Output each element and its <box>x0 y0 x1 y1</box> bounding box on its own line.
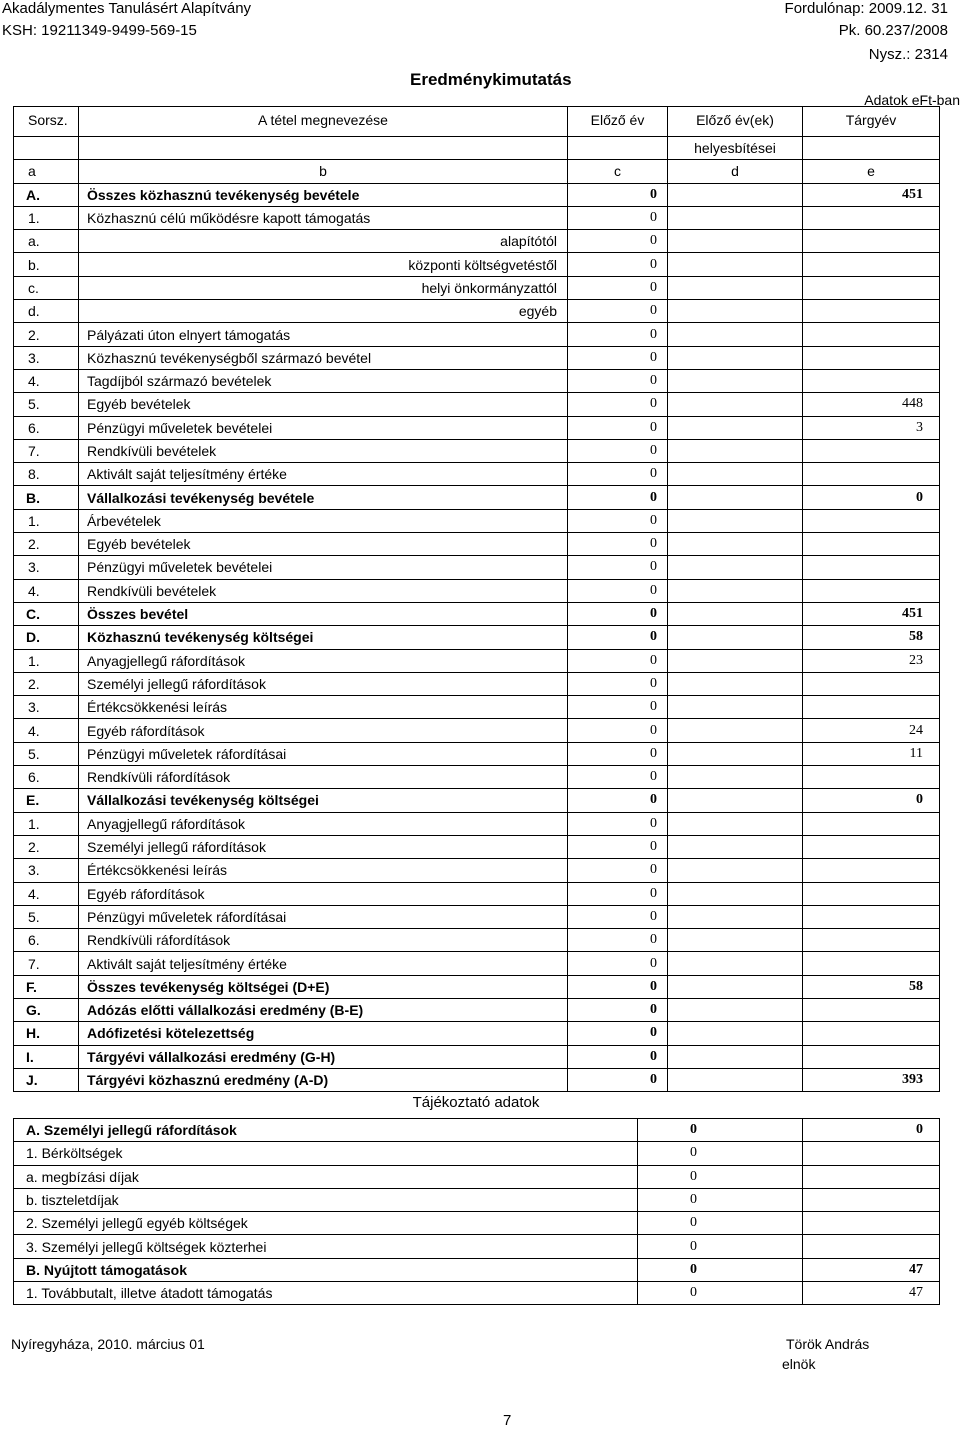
row-prev-value: 0 <box>568 952 668 975</box>
row-prev-value: 0 <box>568 602 668 625</box>
row-prev-adjustment <box>668 859 803 882</box>
row-number: F. <box>14 975 79 998</box>
col-letter-b: b <box>79 160 568 183</box>
row-current-value <box>803 952 940 975</box>
table-row <box>14 626 940 649</box>
row-prev-value: 0 <box>568 929 668 952</box>
row-prev-value: 0 <box>568 626 668 649</box>
row-prev-value: 0 <box>568 579 668 602</box>
col-letter-d: d <box>668 160 803 183</box>
row-current-value <box>803 672 940 695</box>
row-current-value <box>803 882 940 905</box>
row-prev-adjustment <box>668 393 803 416</box>
row-current-value <box>803 533 940 556</box>
info-row <box>14 1142 940 1165</box>
table-row <box>14 183 940 206</box>
table-row <box>14 859 940 882</box>
row-number: 4. <box>14 579 79 602</box>
row-number: a. <box>14 230 79 253</box>
header-row-2-b <box>79 137 568 160</box>
row-label: Vállalkozási tevékenység költségei <box>79 789 568 812</box>
table-row <box>14 579 940 602</box>
row-prev-value: 0 <box>568 463 668 486</box>
info-row-current-value: 0 <box>803 1119 940 1142</box>
row-number: 4. <box>14 369 79 392</box>
table-row <box>14 719 940 742</box>
row-number: H. <box>14 1022 79 1045</box>
row-label: Rendkívüli ráfordítások <box>79 766 568 789</box>
row-label: Közhasznú tevékenység költségei <box>79 626 568 649</box>
signer-role: elnök <box>782 1356 816 1372</box>
info-row-prev-value: 0 <box>638 1188 803 1211</box>
row-number: 8. <box>14 463 79 486</box>
row-current-value <box>803 556 940 579</box>
row-prev-adjustment <box>668 742 803 765</box>
row-prev-value: 0 <box>568 230 668 253</box>
reporting-date: Fordulónap: 2009.12. 31 <box>784 0 948 17</box>
row-prev-value: 0 <box>568 1022 668 1045</box>
unit-note: Adatok eFt-ban <box>864 92 960 108</box>
info-row-prev-value: 0 <box>638 1235 803 1258</box>
row-current-value <box>803 905 940 928</box>
row-label: Pénzügyi műveletek bevételei <box>79 556 568 579</box>
col-letter-c: c <box>568 160 668 183</box>
row-prev-adjustment <box>668 369 803 392</box>
table-row <box>14 998 940 1021</box>
row-number: 5. <box>14 393 79 416</box>
row-number: 5. <box>14 742 79 765</box>
row-number: I. <box>14 1045 79 1068</box>
table-row <box>14 766 940 789</box>
info-row-label: B. Nyújtott támogatások <box>14 1258 638 1281</box>
info-row-current-value <box>803 1188 940 1211</box>
table-row <box>14 393 940 416</box>
info-row <box>14 1188 940 1211</box>
row-label: központi költségvetéstől <box>79 253 568 276</box>
row-number: 5. <box>14 905 79 928</box>
row-current-value <box>803 859 940 882</box>
row-label: Vállalkozási tevékenység bevétele <box>79 486 568 509</box>
info-row <box>14 1165 940 1188</box>
row-current-value <box>803 300 940 323</box>
table-row <box>14 509 940 532</box>
row-prev-adjustment <box>668 276 803 299</box>
row-prev-value: 0 <box>568 369 668 392</box>
row-current-value <box>803 323 940 346</box>
row-prev-adjustment <box>668 346 803 369</box>
table-row <box>14 882 940 905</box>
row-number: A. <box>14 183 79 206</box>
table-row <box>14 323 940 346</box>
table-row <box>14 1068 940 1091</box>
row-number: 7. <box>14 439 79 462</box>
table-row <box>14 975 940 998</box>
table-row <box>14 369 940 392</box>
col-current-header: Tárgyév <box>803 107 940 137</box>
row-prev-adjustment <box>668 323 803 346</box>
row-label: Anyagjellegű ráfordítások <box>79 649 568 672</box>
row-prev-adjustment <box>668 509 803 532</box>
row-current-value: 58 <box>803 626 940 649</box>
table-row <box>14 253 940 276</box>
row-prev-adjustment <box>668 952 803 975</box>
place-and-date: Nyíregyháza, 2010. március 01 <box>11 1336 205 1352</box>
row-prev-adjustment <box>668 766 803 789</box>
row-prev-adjustment <box>668 1022 803 1045</box>
row-current-value <box>803 835 940 858</box>
row-label: helyi önkormányzattól <box>79 276 568 299</box>
row-prev-value: 0 <box>568 696 668 719</box>
row-label: Tárgyévi közhasznú eredmény (A-D) <box>79 1068 568 1091</box>
row-number: 2. <box>14 835 79 858</box>
row-label: Rendkívüli ráfordítások <box>79 929 568 952</box>
row-current-value <box>803 929 940 952</box>
row-prev-adjustment <box>668 1045 803 1068</box>
col-prev-adj-line1: Előző év(ek) <box>696 112 774 128</box>
row-prev-adjustment <box>668 183 803 206</box>
row-prev-value: 0 <box>568 393 668 416</box>
row-prev-adjustment <box>668 696 803 719</box>
row-number: D. <box>14 626 79 649</box>
table-row <box>14 439 940 462</box>
info-row-current-value <box>803 1212 940 1235</box>
header-row <box>14 107 940 137</box>
row-label: Egyéb ráfordítások <box>79 719 568 742</box>
info-row-label: A. Személyi jellegű ráfordítások <box>14 1119 638 1142</box>
row-number: 6. <box>14 929 79 952</box>
info-row-prev-value: 0 <box>638 1142 803 1165</box>
row-label: Közhasznú tevékenységből származó bevétel <box>79 346 568 369</box>
row-prev-adjustment <box>668 672 803 695</box>
info-row-current-value <box>803 1165 940 1188</box>
header-row-2-c <box>568 137 668 160</box>
row-prev-adjustment <box>668 416 803 439</box>
row-number: 6. <box>14 416 79 439</box>
info-table <box>13 1118 940 1305</box>
row-number: 1. <box>14 812 79 835</box>
info-row-current-value: 47 <box>803 1258 940 1281</box>
row-label: Pénzügyi műveletek bevételei <box>79 416 568 439</box>
row-label: Aktivált saját teljesítmény értéke <box>79 952 568 975</box>
row-prev-value: 0 <box>568 533 668 556</box>
table-row <box>14 649 940 672</box>
row-prev-adjustment <box>668 230 803 253</box>
row-prev-adjustment <box>668 789 803 812</box>
row-prev-adjustment <box>668 835 803 858</box>
table-row <box>14 556 940 579</box>
row-prev-adjustment <box>668 533 803 556</box>
row-prev-value: 0 <box>568 439 668 462</box>
table-row <box>14 416 940 439</box>
row-prev-value: 0 <box>568 859 668 882</box>
row-prev-adjustment <box>668 1068 803 1091</box>
row-current-value <box>803 346 940 369</box>
row-current-value: 58 <box>803 975 940 998</box>
col-prev-header: Előző év <box>568 107 668 137</box>
row-prev-adjustment <box>668 206 803 229</box>
row-current-value: 23 <box>803 649 940 672</box>
row-label: Adózás előtti vállalkozási eredmény (B-E) <box>79 998 568 1021</box>
row-label: Anyagjellegű ráfordítások <box>79 812 568 835</box>
info-row <box>14 1212 940 1235</box>
table-row <box>14 905 940 928</box>
signer-name: Török András <box>786 1336 870 1352</box>
row-prev-value: 0 <box>568 206 668 229</box>
row-current-value <box>803 998 940 1021</box>
row-number: 4. <box>14 719 79 742</box>
row-current-value <box>803 1022 940 1045</box>
table-row <box>14 602 940 625</box>
row-number: 2. <box>14 323 79 346</box>
row-prev-value: 0 <box>568 789 668 812</box>
row-number: G. <box>14 998 79 1021</box>
row-number: 3. <box>14 696 79 719</box>
row-prev-value: 0 <box>568 556 668 579</box>
row-prev-value: 0 <box>568 649 668 672</box>
row-label: alapítótól <box>79 230 568 253</box>
row-number: 1. <box>14 649 79 672</box>
row-number: C. <box>14 602 79 625</box>
table-row <box>14 533 940 556</box>
row-prev-adjustment <box>668 556 803 579</box>
row-current-value <box>803 579 940 602</box>
income-statement-table <box>13 106 940 1092</box>
table-row <box>14 672 940 695</box>
table-row <box>14 1022 940 1045</box>
column-letters-row <box>14 160 940 183</box>
info-row-current-value <box>803 1235 940 1258</box>
row-current-value <box>803 696 940 719</box>
row-prev-value: 0 <box>568 346 668 369</box>
info-row-prev-value: 0 <box>638 1165 803 1188</box>
row-prev-value: 0 <box>568 1068 668 1091</box>
row-number: 1. <box>14 509 79 532</box>
info-row-current-value <box>803 1142 940 1165</box>
table-row <box>14 300 940 323</box>
row-prev-adjustment <box>668 882 803 905</box>
row-prev-value: 0 <box>568 486 668 509</box>
row-current-value: 3 <box>803 416 940 439</box>
row-current-value <box>803 766 940 789</box>
row-current-value: 0 <box>803 789 940 812</box>
table-row <box>14 929 940 952</box>
row-number: d. <box>14 300 79 323</box>
col-letter-e: e <box>803 160 940 183</box>
row-label: Tagdíjból származó bevételek <box>79 369 568 392</box>
row-number: 1. <box>14 206 79 229</box>
col-prev-adj-line2: helyesbítései <box>668 137 803 160</box>
row-label: Egyéb bevételek <box>79 533 568 556</box>
row-number: B. <box>14 486 79 509</box>
table-row <box>14 276 940 299</box>
header-row-2 <box>14 137 940 160</box>
row-label: Rendkívüli bevételek <box>79 579 568 602</box>
row-prev-adjustment <box>668 253 803 276</box>
table-row <box>14 1045 940 1068</box>
table-row <box>14 486 940 509</box>
table-row <box>14 812 940 835</box>
row-prev-adjustment <box>668 486 803 509</box>
row-number: 2. <box>14 672 79 695</box>
row-current-value: 24 <box>803 719 940 742</box>
row-label: Pénzügyi műveletek ráfordításai <box>79 905 568 928</box>
info-row-label: 1. Bérköltségek <box>14 1142 638 1165</box>
row-prev-adjustment <box>668 439 803 462</box>
row-number: 2. <box>14 533 79 556</box>
row-prev-value: 0 <box>568 183 668 206</box>
row-current-value: 0 <box>803 486 940 509</box>
row-label: Összes közhasznú tevékenység bevétele <box>79 183 568 206</box>
row-prev-adjustment <box>668 463 803 486</box>
row-label: Összes bevétel <box>79 602 568 625</box>
col-letter-a: a <box>14 160 79 183</box>
info-row <box>14 1119 940 1142</box>
row-prev-value: 0 <box>568 835 668 858</box>
header-row-2-e <box>803 137 940 160</box>
row-current-value: 451 <box>803 602 940 625</box>
row-number: 3. <box>14 859 79 882</box>
row-prev-adjustment <box>668 300 803 323</box>
row-prev-value: 0 <box>568 509 668 532</box>
row-current-value <box>803 1045 940 1068</box>
info-row-prev-value: 0 <box>638 1258 803 1281</box>
row-label: Értékcsökkenési leírás <box>79 696 568 719</box>
row-label: Személyi jellegű ráfordítások <box>79 672 568 695</box>
row-number: J. <box>14 1068 79 1091</box>
table-row <box>14 696 940 719</box>
row-prev-value: 0 <box>568 323 668 346</box>
row-label: Adófizetési kötelezettség <box>79 1022 568 1045</box>
info-row <box>14 1282 940 1305</box>
row-current-value: 448 <box>803 393 940 416</box>
row-prev-value: 0 <box>568 1045 668 1068</box>
page-number: 7 <box>503 1412 512 1429</box>
info-row-label: a. megbízási díjak <box>14 1165 638 1188</box>
row-current-value <box>803 253 940 276</box>
row-label: Közhasznú célú működésre kapott támogatás <box>79 206 568 229</box>
row-prev-adjustment <box>668 602 803 625</box>
header-row-2-a <box>14 137 79 160</box>
row-prev-adjustment <box>668 579 803 602</box>
row-label: Pénzügyi műveletek ráfordításai <box>79 742 568 765</box>
row-current-value: 393 <box>803 1068 940 1091</box>
row-prev-adjustment <box>668 998 803 1021</box>
col-prev-adj-header <box>668 107 803 137</box>
row-number: 7. <box>14 952 79 975</box>
table-row <box>14 742 940 765</box>
info-row-prev-value: 0 <box>638 1119 803 1142</box>
row-label: Egyéb bevételek <box>79 393 568 416</box>
row-number: 3. <box>14 346 79 369</box>
org-name: Akadálymentes Tanulásért Alapítvány <box>2 0 252 17</box>
row-prev-value: 0 <box>568 812 668 835</box>
row-prev-value: 0 <box>568 766 668 789</box>
row-label: Egyéb ráfordítások <box>79 882 568 905</box>
row-label: Összes tevékenység költségei (D+E) <box>79 975 568 998</box>
info-row-label: 2. Személyi jellegű egyéb költségek <box>14 1212 638 1235</box>
row-prev-adjustment <box>668 929 803 952</box>
row-prev-value: 0 <box>568 882 668 905</box>
col-sorsz-header: Sorsz. <box>14 107 79 137</box>
row-current-value <box>803 509 940 532</box>
table-row <box>14 346 940 369</box>
row-current-value <box>803 230 940 253</box>
row-label: Értékcsökkenési leírás <box>79 859 568 882</box>
info-row <box>14 1235 940 1258</box>
row-current-value <box>803 439 940 462</box>
row-label: Aktivált saját teljesítmény értéke <box>79 463 568 486</box>
row-prev-value: 0 <box>568 742 668 765</box>
row-prev-value: 0 <box>568 672 668 695</box>
registry-number: Nysz.: 2314 <box>868 46 948 63</box>
row-current-value <box>803 276 940 299</box>
info-row-current-value: 47 <box>803 1282 940 1305</box>
table-row <box>14 230 940 253</box>
info-row-label: 1. Továbbutalt, illetve átadott támogatás <box>14 1282 638 1305</box>
document-title: Eredménykimutatás <box>410 70 572 89</box>
info-row <box>14 1258 940 1281</box>
row-current-value: 451 <box>803 183 940 206</box>
table-row <box>14 952 940 975</box>
row-label: egyéb <box>79 300 568 323</box>
row-number: 3. <box>14 556 79 579</box>
row-label: Árbevételek <box>79 509 568 532</box>
info-row-label: 3. Személyi jellegű költségek közterhei <box>14 1235 638 1258</box>
row-prev-value: 0 <box>568 905 668 928</box>
row-prev-value: 0 <box>568 719 668 742</box>
row-prev-value: 0 <box>568 253 668 276</box>
row-prev-adjustment <box>668 812 803 835</box>
row-current-value: 11 <box>803 742 940 765</box>
table-row <box>14 789 940 812</box>
row-prev-adjustment <box>668 975 803 998</box>
row-prev-value: 0 <box>568 276 668 299</box>
row-current-value <box>803 369 940 392</box>
row-current-value <box>803 812 940 835</box>
row-prev-value: 0 <box>568 975 668 998</box>
row-current-value <box>803 463 940 486</box>
row-prev-value: 0 <box>568 416 668 439</box>
row-number: E. <box>14 789 79 812</box>
row-prev-value: 0 <box>568 998 668 1021</box>
court-registration: Pk. 60.237/2008 <box>838 22 948 39</box>
row-number: c. <box>14 276 79 299</box>
row-prev-value: 0 <box>568 300 668 323</box>
table-row <box>14 463 940 486</box>
row-prev-adjustment <box>668 626 803 649</box>
row-prev-adjustment <box>668 649 803 672</box>
info-row-prev-value: 0 <box>638 1282 803 1305</box>
ksh-number: KSH: 19211349-9499-569-15 <box>2 22 197 39</box>
row-prev-adjustment <box>668 719 803 742</box>
row-number: 4. <box>14 882 79 905</box>
row-prev-adjustment <box>668 905 803 928</box>
row-label: Tárgyévi vállalkozási eredmény (G-H) <box>79 1045 568 1068</box>
info-row-prev-value: 0 <box>638 1212 803 1235</box>
row-current-value <box>803 206 940 229</box>
row-label: Személyi jellegű ráfordítások <box>79 835 568 858</box>
row-label: Rendkívüli bevételek <box>79 439 568 462</box>
info-section-title: Tájékoztató adatok <box>412 1094 540 1111</box>
row-label: Pályázati úton elnyert támogatás <box>79 323 568 346</box>
info-row-label: b. tiszteletdíjak <box>14 1188 638 1211</box>
table-row <box>14 206 940 229</box>
row-number: b. <box>14 253 79 276</box>
table-row <box>14 835 940 858</box>
col-name-header: A tétel megnevezése <box>79 107 568 137</box>
row-number: 6. <box>14 766 79 789</box>
